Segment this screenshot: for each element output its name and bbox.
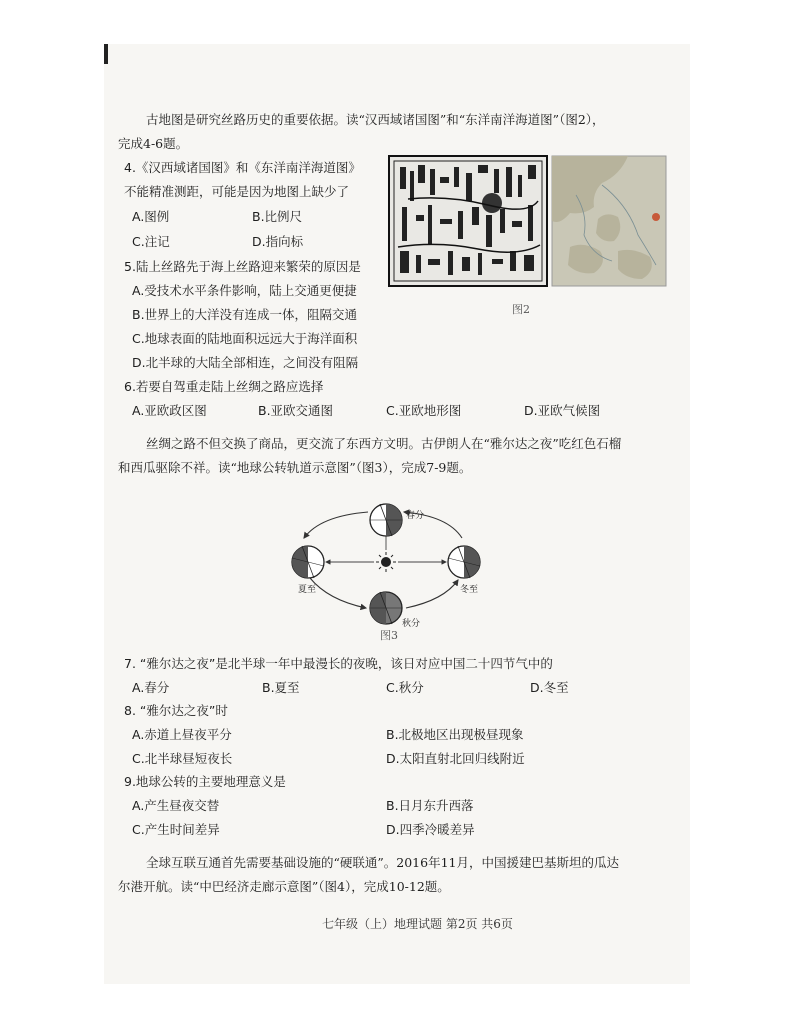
q5-stem: 5.陆上丝路先于海上丝路迎来繁荣的原因是 <box>124 259 361 274</box>
q8-option-b[interactable]: B.北极地区出现极昼现象 <box>386 727 524 742</box>
east-south-sea-routes-map <box>552 156 666 286</box>
q8-option-a[interactable]: A.赤道上昼夜平分 <box>132 727 232 742</box>
q9-option-b[interactable]: B.日月东升西落 <box>386 798 474 813</box>
q4-option-d[interactable]: D.指向标 <box>252 234 304 249</box>
q5-option-b[interactable]: B.世界上的大洋没有连成一体，阻隔交通 <box>132 307 358 322</box>
q9-option-a[interactable]: A.产生昼夜交替 <box>132 798 220 813</box>
label-autumn: 秋分 <box>402 619 421 629</box>
q6-stem: 6.若要自驾重走陆上丝绸之路应选择 <box>124 379 324 394</box>
intro1-line2: 完成4-6题。 <box>118 136 189 151</box>
scan-edge-mark <box>104 44 108 64</box>
sun-icon <box>376 552 396 572</box>
q7-option-c[interactable]: C.秋分 <box>386 680 424 695</box>
q7-option-a[interactable]: A.春分 <box>132 680 170 695</box>
q8-option-c[interactable]: C.北半球昼短夜长 <box>132 751 233 766</box>
label-winter: 冬至 <box>460 585 479 595</box>
earth-summer-solstice <box>292 546 324 578</box>
figure-3-caption: 图3 <box>380 629 398 642</box>
q6-option-c[interactable]: C.亚欧地形图 <box>386 403 462 418</box>
earth-winter-solstice <box>448 546 480 578</box>
han-western-regions-map <box>389 156 547 286</box>
q7-option-d[interactable]: D.冬至 <box>530 680 569 695</box>
figure-2-maps <box>388 155 668 289</box>
label-summer: 夏至 <box>298 585 317 595</box>
intro3-line1: 全球互联互通首先需要基础设施的“硬联通”。2016年11月，中国援建巴基斯坦的瓜达 <box>146 855 619 870</box>
q9-option-c[interactable]: C.产生时间差异 <box>132 822 220 837</box>
q6-option-a[interactable]: A.亚欧政区图 <box>132 403 207 418</box>
q4-stem-line1: 4.《汉西域诸国图》和《东洋南洋海道图》 <box>124 160 361 175</box>
q7-option-b[interactable]: B.夏至 <box>262 680 300 695</box>
q6-option-d[interactable]: D.亚欧气候图 <box>524 403 601 418</box>
q9-stem: 9.地球公转的主要地理意义是 <box>124 774 286 789</box>
page-footer: 七年级（上）地理试题 第2页 共6页 <box>322 917 513 931</box>
q5-option-c[interactable]: C.地球表面的陆地面积远远大于海洋面积 <box>132 331 358 346</box>
q4-stem-line2: 不能精准测距，可能是因为地图上缺少了 <box>124 184 350 199</box>
earth-spring-equinox <box>370 504 402 536</box>
q8-option-d[interactable]: D.太阳直射北回归线附近 <box>386 751 525 766</box>
intro2-line1: 丝绸之路不但交换了商品，更交流了东西方文明。古伊朗人在“雅尔达之夜”吃红色石榴 <box>146 436 622 451</box>
q9-option-d[interactable]: D.四季冷暖差异 <box>386 822 475 837</box>
q8-stem: 8. “雅尔达之夜”时 <box>124 703 228 718</box>
figure-3-orbit-diagram <box>280 492 492 642</box>
q5-option-a[interactable]: A.受技术水平条件影响，陆上交通更便捷 <box>132 283 357 298</box>
q4-option-c[interactable]: C.注记 <box>132 234 170 249</box>
earth-autumn-equinox <box>370 592 402 624</box>
label-spring: 春分 <box>406 511 425 521</box>
q5-option-d[interactable]: D.北半球的大陆全部相连，之间没有阻隔 <box>132 355 359 370</box>
q4-option-b[interactable]: B.比例尺 <box>252 209 303 224</box>
intro2-line2: 和西瓜驱除不祥。读“地球公转轨道示意图”（图3），完成7-9题。 <box>118 460 472 475</box>
q4-option-a[interactable]: A.图例 <box>132 209 170 224</box>
q7-stem: 7. “雅尔达之夜”是北半球一年中最漫长的夜晚，该日对应中国二十四节气中的 <box>124 656 553 671</box>
intro1-line1: 古地图是研究丝路历史的重要依据。读“汉西域诸国图”和“东洋南洋海道图”（图2）， <box>146 112 605 127</box>
intro3-line2: 尔港开航。读“中巴经济走廊示意图”（图4），完成10-12题。 <box>118 879 450 894</box>
q6-option-b[interactable]: B.亚欧交通图 <box>258 403 334 418</box>
figure-2-caption: 图2 <box>512 303 530 316</box>
